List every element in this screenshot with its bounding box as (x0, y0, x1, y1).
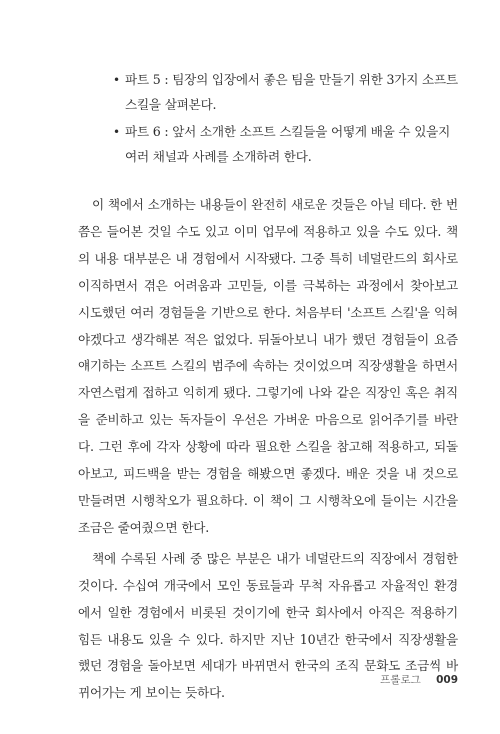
page-footer (380, 672, 458, 687)
body-text (78, 192, 458, 711)
page-number: 009 (436, 674, 458, 686)
bullet-text: 파트 5 : 팀장의 입장에서 좋은 팀을 만들기 위한 3가지 소프트 스킬을 살펴본다. (125, 72, 458, 112)
bullet-icon: • (113, 125, 120, 139)
bullet-item-part-6 (113, 120, 458, 169)
bullet-list (113, 68, 458, 172)
paragraph-1: 이 책에서 소개하는 내용들이 완전히 새로운 것들은 아닐 테다. 한 번쯤은 들어본 것일 수도 있고 이미 업무에 적용하고 있을 수도 있다. 책의 내용 대부분은 내 경험에서 시작됐다. 그중 특히 네덜란드의 회사로 이직하면서 겪은 어려움과 고민들, 이를 극복하는 과정에서 찾아보고 시도했던 여러 경험들을 기반으로 한다. 처음부터 '소프트 스킬'을 익혀야겠다고 생각해본 적은 없었다. 뒤돌아보니 내가 했던 경험들이 요즘 얘기하는 소프트 스킬의 범주에 속하는 것이었으며 직장생활을 하면서 자연스럽게 접하고 익히게 됐다. 그렇기에 나와 같은 직장인 혹은 취직을 준비하고 있는 독자들이 우선은 가벼운 마음으로 읽어주기를 바란다. 그런 후에 각자 상황에 따라 필요한 스킬을 참고해 적용하고, 되돌아보고, 피드백을 받는 경험을 해봤으면 좋겠다. 배운 것을 내 것으로 만들려면 시행착오가 필요하다. 이 책이 그 시행착오에 들이는 시간을 조금은 줄여줬으면 한다. (78, 197, 458, 535)
bullet-item-part-5 (113, 68, 458, 117)
bullet-icon: • (113, 73, 120, 87)
paragraph-2: 책에 수록된 사례 중 많은 부분은 내가 네덜란드의 직장에서 경험한 것이다. 수십여 개국에서 모인 동료들과 무척 자유롭고 자율적인 환경에서 일한 경험에서 비롯된 것이기에 한국 회사에서 아직은 적용하기 힘든 내용도 있을 수 있다. 하지만 지난 10년간 한국에서 직장생활을 했던 경험을 돌아보면 세대가 바뀌면서 한국의 조직 문화도 조금씩 바뀌어가는 게 보이는 듯하다. (78, 550, 458, 701)
footer-section-label: 프롤로그 (380, 674, 421, 686)
bullet-text: 파트 6 : 앞서 소개한 소프트 스킬들을 어떻게 배울 수 있을지 여러 채널과 사례를 소개하려 한다. (125, 124, 451, 164)
